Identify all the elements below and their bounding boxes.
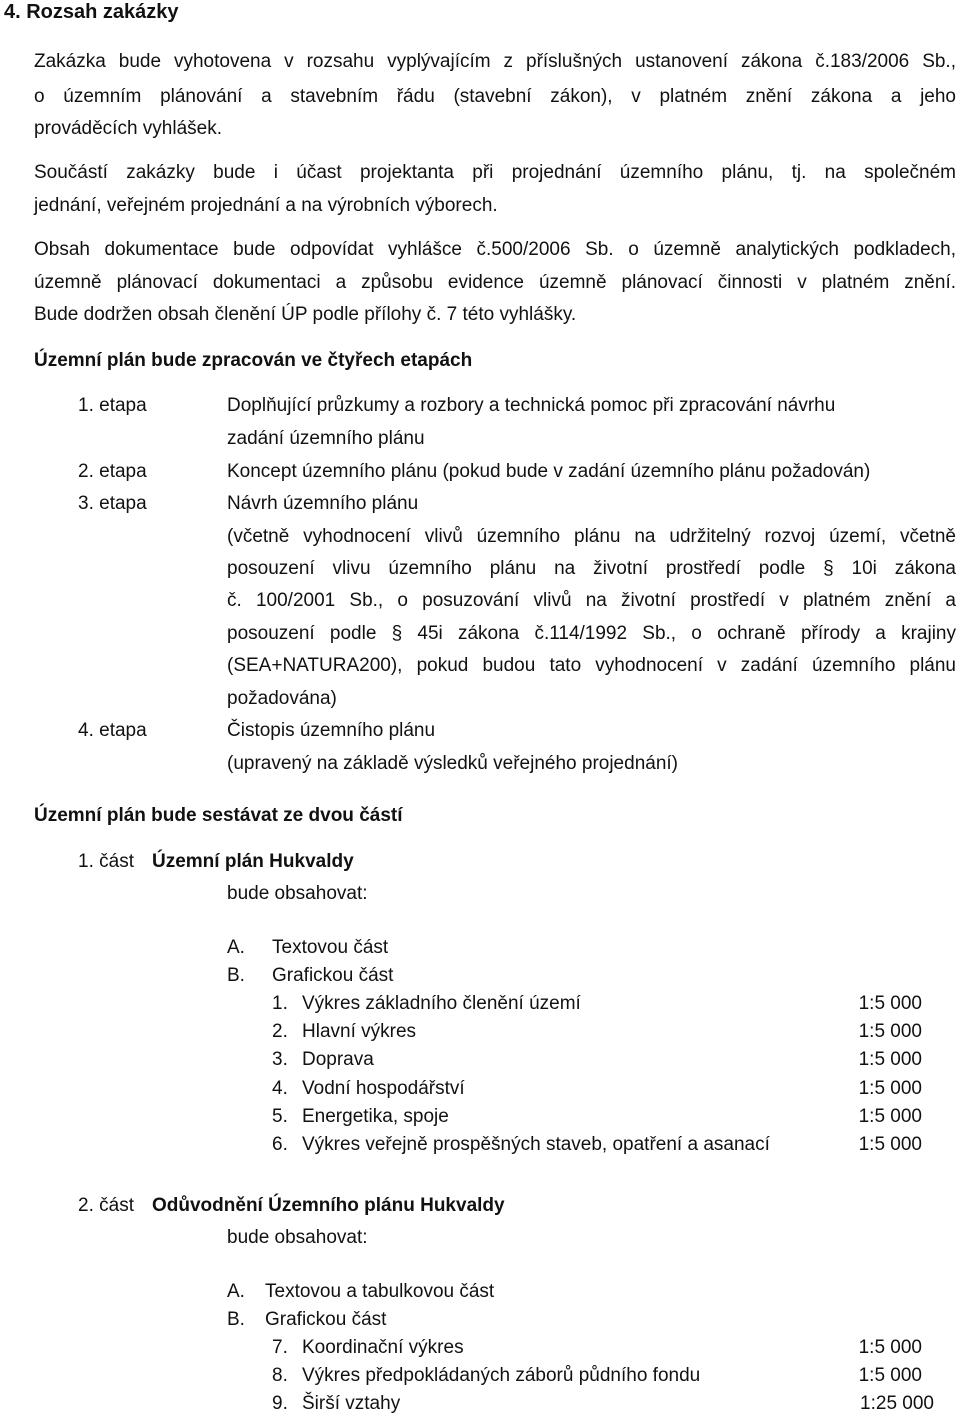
paragraph-line: Obsah dokumentace bude odpovídat vyhlášce č.500/2006 Sb. o územně analytických podkladech, [34, 239, 956, 260]
drawing-number: 1. [272, 993, 288, 1014]
drawing-number: 9. [272, 1393, 288, 1414]
etapy-heading: Územní plán bude zpracován ve čtyřech etapách [34, 350, 473, 371]
drawing-number: 5. [272, 1106, 288, 1127]
casti-heading: Územní plán bude sestávat ze dvou částí [34, 805, 403, 826]
cast-subtitle: bude obsahovat: [227, 883, 368, 904]
etapa-text: (upravený na základě výsledků veřejného projednání) [227, 753, 678, 774]
drawing-name: Doprava [302, 1049, 374, 1070]
drawing-number: 7. [272, 1337, 288, 1358]
paragraph-line: prováděcích vyhlášek. [34, 118, 222, 139]
cast-subtitle: bude obsahovat: [227, 1227, 368, 1248]
drawing-number: 8. [272, 1365, 288, 1386]
etapa-text: posouzení vlivu územního plánu na životní prostředí podle § 10i zákona [227, 558, 956, 579]
part-text: Textovou a tabulkovou část [265, 1281, 495, 1302]
part-text: Textovou část [272, 937, 389, 958]
etapa-text: Návrh územního plánu [227, 493, 419, 514]
drawing-scale: 1:5 000 [858, 993, 922, 1014]
part-letter: B. [227, 1309, 245, 1330]
drawing-number: 4. [272, 1078, 288, 1099]
paragraph-line: Součástí zakázky bude i účast projektanta při projednání územního plánu, tj. na společném [34, 162, 956, 183]
drawing-number: 2. [272, 1021, 288, 1042]
drawing-scale: 1:5 000 [858, 1106, 922, 1127]
part-letter: B. [227, 965, 245, 986]
drawing-name: Vodní hospodářství [302, 1078, 465, 1099]
drawing-scale: 1:5 000 [858, 1049, 922, 1070]
etapa-label: 2. etapa [78, 461, 147, 482]
cast-title: Územní plán Hukvaldy [152, 851, 354, 872]
drawing-number: 3. [272, 1049, 288, 1070]
etapa-text: posouzení podle § 45i zákona č.114/1992 Sb., o ochraně přírody a krajiny [227, 623, 956, 644]
drawing-name: Energetika, spoje [302, 1106, 449, 1127]
drawing-scale: 1:5 000 [858, 1337, 922, 1358]
part-text: Grafickou část [265, 1309, 387, 1330]
drawing-scale: 1:5 000 [858, 1365, 922, 1386]
cast-label: 2. část [78, 1195, 134, 1216]
section-heading: 4. Rozsah zakázky [4, 1, 179, 23]
drawing-name: Koordinační výkres [302, 1337, 464, 1358]
etapa-label: 4. etapa [78, 720, 147, 741]
part-text: Grafickou část [272, 965, 394, 986]
drawing-scale: 1:25 000 [860, 1393, 934, 1414]
etapa-text: (SEA+NATURA200), pokud budou tato vyhodnocení v zadání územního plánu [227, 655, 956, 676]
paragraph-line: územně plánovací dokumentaci a způsobu evidence územně plánovací činnosti v platném znění. [34, 272, 956, 293]
cast-label: 1. část [78, 851, 134, 872]
drawing-name: Výkres veřejně prospěšných staveb, opatření a asanací [302, 1134, 770, 1155]
etapa-label: 1. etapa [78, 395, 147, 416]
etapa-text: (včetně vyhodnocení vlivů územního plánu na udržitelný rozvoj území, včetně [227, 526, 956, 547]
drawing-name: Širší vztahy [302, 1393, 401, 1414]
drawing-scale: 1:5 000 [858, 1021, 922, 1042]
drawing-number: 6. [272, 1134, 288, 1155]
part-letter: A. [227, 1281, 245, 1302]
drawing-scale: 1:5 000 [858, 1134, 922, 1155]
etapa-text: požadována) [227, 688, 337, 709]
etapa-label: 3. etapa [78, 493, 147, 514]
drawing-name: Výkres základního členění území [302, 993, 581, 1014]
paragraph-line: o územním plánování a stavebním řádu (stavební zákon), v platném znění zákona a jeho [34, 86, 956, 107]
paragraph-line: Bude dodržen obsah členění ÚP podle přílohy č. 7 této vyhlášky. [34, 304, 577, 325]
paragraph-line: Zakázka bude vyhotovena v rozsahu vyplývajícím z příslušných ustanovení zákona č.183/2006 Sb., [34, 51, 956, 72]
paragraph-line: jednání, veřejném projednání a na výrobních výborech. [34, 195, 498, 216]
drawing-name: Výkres předpokládaných záborů půdního fondu [302, 1365, 701, 1386]
drawing-scale: 1:5 000 [858, 1078, 922, 1099]
etapa-text: Koncept územního plánu (pokud bude v zadání územního plánu požadován) [227, 461, 871, 482]
etapa-text: Čistopis územního plánu [227, 720, 436, 741]
etapa-text: č. 100/2001 Sb., o posuzování vlivů na životní prostředí v platném znění a [227, 590, 956, 611]
etapa-text: Doplňující průzkumy a rozbory a technická pomoc při zpracování návrhu [227, 395, 836, 416]
drawing-name: Hlavní výkres [302, 1021, 417, 1042]
etapa-text: zadání územního plánu [227, 428, 425, 449]
part-letter: A. [227, 937, 245, 958]
cast-title: Odůvodnění Územního plánu Hukvaldy [152, 1195, 505, 1216]
